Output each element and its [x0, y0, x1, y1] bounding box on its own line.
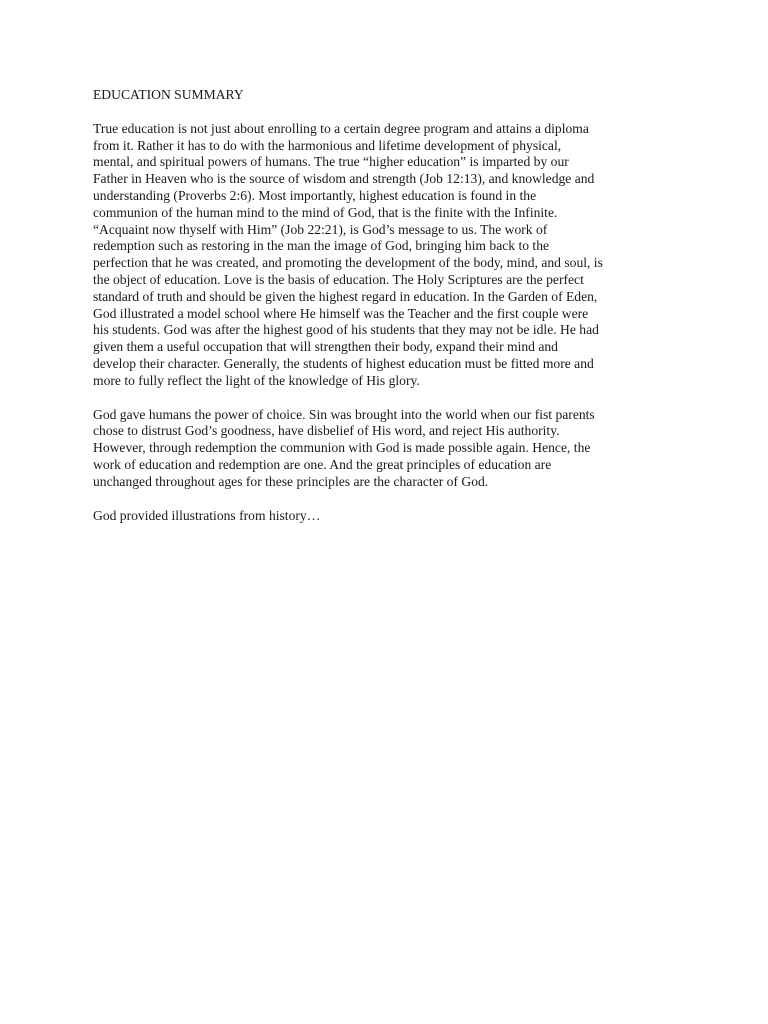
- paragraph-line: work of education and redemption are one. And the great principles of education are: [93, 456, 552, 472]
- paragraph-line: chose to distrust God’s goodness, have disbelief of His word, and reject His authority.: [93, 423, 560, 439]
- paragraph-line: communion of the human mind to the mind of God, that is the finite with the Infinite.: [93, 204, 558, 220]
- paragraph-line: his students. God was after the highest good of his students that they may not be idle. He had: [93, 322, 599, 338]
- paragraph-line: God gave humans the power of choice. Sin was brought into the world when our fist parents: [93, 406, 595, 422]
- paragraph-line: redemption such as restoring in the man the image of God, bringing him back to the: [93, 238, 550, 254]
- paragraph-line: develop their character. Generally, the students of highest education must be fitted more and: [93, 355, 594, 371]
- paragraph-line: True education is not just about enrolling to a certain degree program and attains a diploma: [93, 120, 589, 136]
- paragraph-line: God illustrated a model school where He himself was the Teacher and the first couple were: [93, 305, 589, 321]
- paragraph-line: the object of education. Love is the basis of education. The Holy Scriptures are the perfect: [93, 271, 584, 287]
- paragraph-line: understanding (Proverbs 2:6). Most importantly, highest education is found in the: [93, 187, 537, 203]
- paragraph-line: given them a useful occupation that will strengthen their body, expand their mind and: [93, 339, 558, 355]
- paragraph-line: unchanged throughout ages for these principles are the character of God.: [93, 473, 489, 489]
- paragraph-line: perfection that he was created, and promoting the development of the body, mind, and soul, is: [93, 255, 603, 271]
- paragraph-line: from it. Rather it has to do with the harmonious and lifetime development of physical,: [93, 137, 562, 153]
- document-body: [93, 121, 688, 525]
- document-title: EDUCATION SUMMARY: [93, 87, 244, 102]
- paragraph: [93, 508, 688, 525]
- paragraph-line: God provided illustrations from history…: [93, 507, 321, 523]
- paragraph-line: more to fully reflect the light of the knowledge of His glory.: [93, 372, 420, 388]
- paragraph-line: Father in Heaven who is the source of wisdom and strength (Job 12:13), and knowledge and: [93, 171, 595, 187]
- paragraph-line: standard of truth and should be given the highest regard in education. In the Garden of Eden,: [93, 288, 598, 304]
- paragraph: [93, 407, 688, 491]
- paragraph-line: mental, and spiritual powers of humans. The true “higher education” is imparted by our: [93, 154, 569, 170]
- paragraph-line: “Acquaint now thyself with Him” (Job 22:21), is God’s message to us. The work of: [93, 221, 548, 237]
- paragraph: [93, 121, 688, 390]
- paragraph-line: However, through redemption the communion with God is made possible again. Hence, the: [93, 440, 591, 456]
